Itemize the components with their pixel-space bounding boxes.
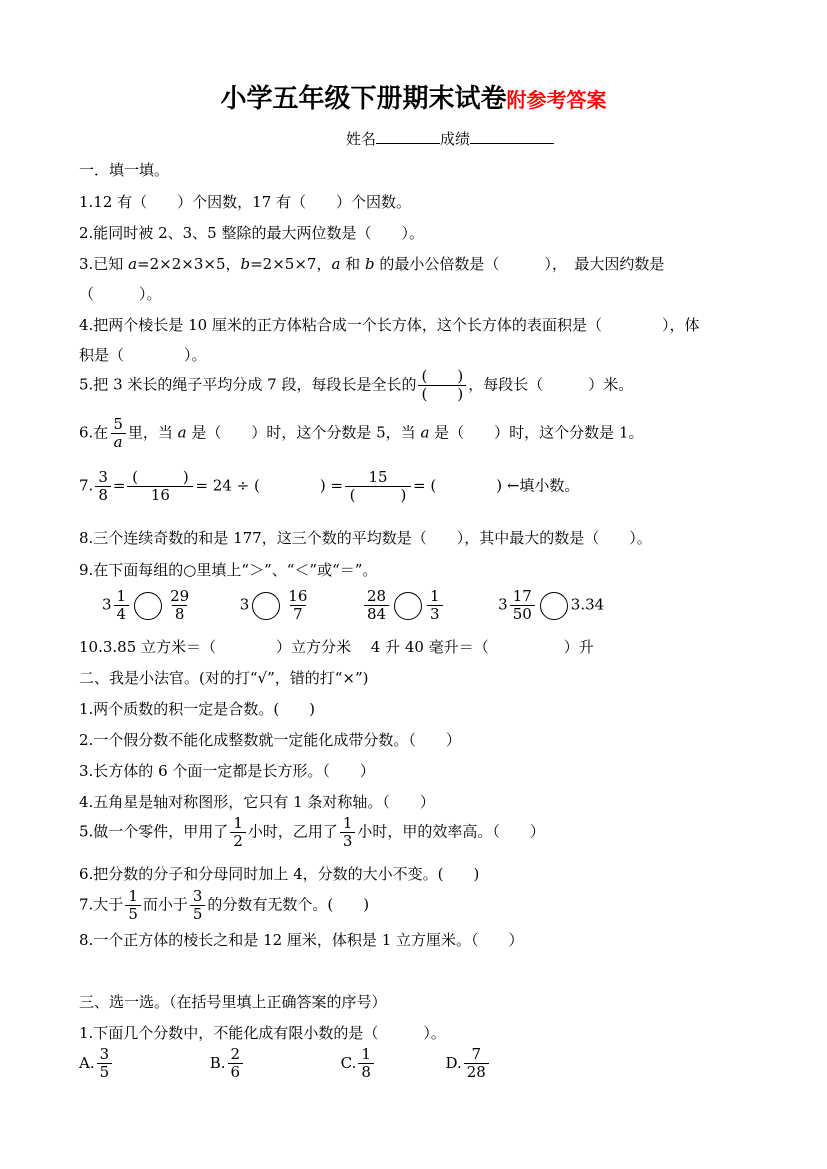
frac-den: 8 xyxy=(358,1063,374,1081)
compare-circle-3[interactable] xyxy=(394,592,422,620)
frac-num: 3 xyxy=(99,1045,110,1063)
frac-den: 50 xyxy=(510,605,535,623)
option-a[interactable] xyxy=(79,1045,114,1081)
s1-question-3-cont: （ ）。 xyxy=(79,285,162,303)
option-d[interactable] xyxy=(445,1045,490,1081)
frac-num: 1 xyxy=(233,814,243,832)
frac-den: 2 xyxy=(230,832,246,850)
q6-text: 是（ ）时，这个分数是 5，当 xyxy=(186,423,421,442)
q7-text: 而小于 xyxy=(142,895,188,914)
q3-text: 3.已知 xyxy=(79,255,129,273)
frac-num: 15 xyxy=(368,468,388,486)
title-main: 小学五年级下册期末试卷 xyxy=(220,84,507,114)
option-b[interactable] xyxy=(209,1045,245,1081)
fraction-blank[interactable] xyxy=(418,368,466,403)
s1-question-5 xyxy=(79,368,767,403)
frac-num: 1 xyxy=(430,587,440,605)
q3-text: =2×5×7， xyxy=(250,255,332,273)
name-label: 姓名 xyxy=(346,130,377,148)
option-label: B. xyxy=(209,1053,226,1072)
q7-text: 7.大于 xyxy=(79,895,124,914)
s1-question-10: 10.3.85 立方米＝（ ）立方分米 4 升 40 毫升＝（ ）升 xyxy=(79,638,594,656)
q5-text: 5.做一个零件，甲用了 xyxy=(79,822,229,841)
s2-question-1: 1.两个质数的积一定是合数。( ) xyxy=(79,700,316,718)
score-label: 成绩 xyxy=(440,130,471,148)
frac-den: ( ) xyxy=(418,385,466,403)
frac-den: 3 xyxy=(427,605,443,623)
fraction xyxy=(167,588,192,623)
score-blank[interactable] xyxy=(470,129,554,144)
frac-den: ( ) xyxy=(345,486,411,504)
q3-var-b: b xyxy=(364,255,375,273)
frac-num: 16 xyxy=(288,587,308,605)
fraction-1-3 xyxy=(340,815,356,850)
s2-question-3: 3.长方体的 6 个面一定都是长方形。（ ） xyxy=(79,762,375,780)
frac-num: ( ) xyxy=(421,367,464,385)
title-answer-note: 附参考答案 xyxy=(506,88,607,112)
frac-num: 3 xyxy=(98,468,108,486)
s1-question-9-groups xyxy=(102,588,767,623)
frac-den: 8 xyxy=(172,605,188,623)
s1-question-2: 2.能同时被 2、3、5 整除的最大两位数是（ ）。 xyxy=(79,224,424,242)
frac-den: 7 xyxy=(290,605,306,623)
frac-den: a xyxy=(111,433,126,451)
frac-den: 6 xyxy=(228,1063,244,1081)
s3-question-1: 1.下面几个分数中，不能化成有限小数的是（ ）。 xyxy=(79,1024,446,1042)
q3-var-b: b xyxy=(240,255,251,273)
q3-text: 和 xyxy=(340,255,365,273)
frac-num: 5 xyxy=(113,415,123,433)
s2-question-4: 4.五角星是轴对称图形，它只有 1 条对称轴。（ ） xyxy=(79,793,435,811)
fraction xyxy=(228,1046,244,1081)
s2-question-7 xyxy=(79,888,767,923)
mixed-whole: 3 xyxy=(498,595,508,614)
section3-heading: 三、选一选。（在括号里填上正确答案的序号） xyxy=(79,993,387,1011)
compare-circle-2[interactable] xyxy=(252,592,280,620)
option-label: A. xyxy=(79,1053,95,1072)
option-label: D. xyxy=(445,1053,462,1072)
decimal-number: 3.34 xyxy=(570,595,605,614)
fraction xyxy=(114,588,130,623)
q7-text: 的分数有无数个。( ) xyxy=(207,895,370,914)
q3-text: 的最小公倍数是（ ）， 最大因约数是 xyxy=(374,255,665,273)
fraction xyxy=(427,588,443,623)
frac-num: 2 xyxy=(230,1045,241,1063)
q7-text: 7. xyxy=(79,476,94,495)
fraction-15-blank[interactable] xyxy=(345,469,411,504)
fraction-1-2 xyxy=(230,815,246,850)
s1-question-6 xyxy=(79,416,767,451)
fraction xyxy=(285,588,310,623)
fraction-5-over-a xyxy=(110,416,126,451)
frac-den: 3 xyxy=(340,832,356,850)
q7-text: = ( ) ←填小数。 xyxy=(413,476,580,495)
option-c[interactable] xyxy=(340,1045,376,1081)
frac-num: 1 xyxy=(361,1045,371,1063)
q6-var-a: a xyxy=(420,423,430,442)
q3-var-a: a xyxy=(128,255,138,273)
s1-question-8: 8.三个连续奇数的和是 177，这三个数的平均数是（ ），其中最大的数是（ ）。 xyxy=(79,529,652,547)
q7-text: = xyxy=(112,476,126,495)
s2-question-2: 2.一个假分数不能化成整数就一定能化成带分数。（ ） xyxy=(79,731,461,749)
whole-number: 3 xyxy=(239,595,250,614)
q3-text: =2×2×3×5， xyxy=(137,255,241,273)
q5-text: 5.把 3 米长的绳子平均分成 7 段，每段长是全长的 xyxy=(79,375,417,394)
frac-den: 5 xyxy=(97,1063,113,1081)
s2-question-6: 6.把分数的分子和分母同时加上 4，分数的大小不变。( ) xyxy=(79,865,480,883)
page-title xyxy=(0,78,827,115)
s3-question-1-options xyxy=(79,1046,767,1081)
s1-question-1: 1.12 有（ ）个因数，17 有（ ）个因数。 xyxy=(79,193,412,211)
mixed-whole: 3 xyxy=(102,595,112,614)
fraction xyxy=(464,1046,489,1081)
fraction-blank-16[interactable] xyxy=(127,469,193,504)
frac-num: 3 xyxy=(192,887,203,905)
fraction-3-5 xyxy=(190,888,206,923)
frac-num: 7 xyxy=(471,1045,482,1063)
s2-question-5 xyxy=(79,815,767,850)
q3-var-a: a xyxy=(331,255,341,273)
frac-num: ( ) xyxy=(132,468,189,486)
compare-circle-4[interactable] xyxy=(540,592,568,620)
q6-text: 里，当 xyxy=(127,423,178,442)
frac-den: 8 xyxy=(95,486,111,504)
frac-den: 84 xyxy=(364,605,389,623)
q7-text: = 24 ÷ ( ) = xyxy=(195,476,344,495)
section2-heading: 二、我是小法官。(对的打“√”，错的打“×”) xyxy=(79,669,369,687)
q5-text: 小时，甲的效率高。（ ） xyxy=(357,822,545,841)
frac-num: 1 xyxy=(116,587,127,605)
s2-question-8: 8.一个正方体的棱长之和是 12 厘米，体积是 1 立方厘米。（ ） xyxy=(79,931,524,949)
frac-den: 16 xyxy=(127,486,193,504)
frac-num: 28 xyxy=(366,587,387,605)
q6-text: 6.在 xyxy=(79,423,109,442)
q6-var-a: a xyxy=(177,423,187,442)
frac-den: 5 xyxy=(190,905,206,923)
compare-circle-1[interactable] xyxy=(134,592,162,620)
frac-num: 1 xyxy=(128,887,138,905)
frac-num: 1 xyxy=(342,814,353,832)
s1-question-9: 9.在下面每组的○里填上“＞”、“＜”或“＝”。 xyxy=(79,561,378,579)
fraction xyxy=(97,1046,113,1081)
s1-question-7 xyxy=(79,469,767,504)
q5-text: 小时，乙用了 xyxy=(247,822,338,841)
s1-question-4: 4.把两个棱长是 10 厘米的正方体粘合成一个长方体，这个长方体的表面积是（ ），体 xyxy=(79,316,700,334)
fraction-1-5 xyxy=(125,888,141,923)
q6-text: 是（ ）时，这个分数是 1。 xyxy=(429,423,644,442)
option-label: C. xyxy=(340,1053,357,1072)
frac-den: 5 xyxy=(125,905,141,923)
fraction xyxy=(364,588,389,623)
q5-text: ，每段长（ ）米。 xyxy=(468,375,634,394)
fraction-3-8 xyxy=(95,469,111,504)
fraction xyxy=(510,588,535,623)
frac-num: 29 xyxy=(170,587,190,605)
fraction xyxy=(358,1046,374,1081)
frac-den: 4 xyxy=(114,605,130,623)
name-score-line xyxy=(346,128,554,149)
frac-den: 28 xyxy=(464,1063,489,1081)
s1-question-3 xyxy=(79,254,767,274)
name-blank[interactable] xyxy=(376,129,440,144)
s1-question-4-cont: 积是（ ）。 xyxy=(79,346,207,364)
section1-heading: 一．填一填。 xyxy=(79,161,170,179)
frac-num: 17 xyxy=(512,587,532,605)
